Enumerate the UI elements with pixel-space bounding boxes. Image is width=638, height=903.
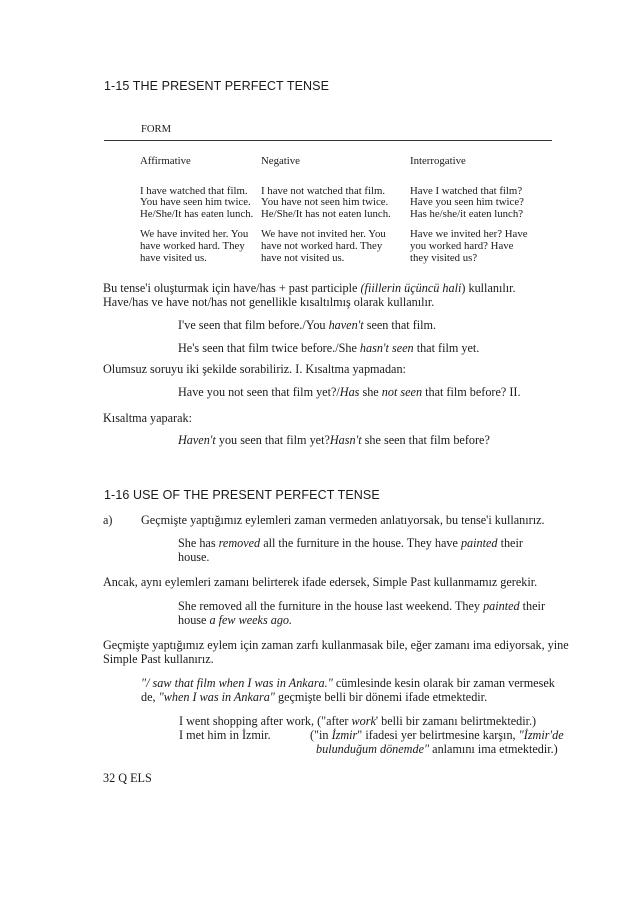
form-example: have not visited us. <box>261 251 345 264</box>
form-divider <box>104 140 552 141</box>
form-example: You have not seen him twice. <box>261 196 389 209</box>
column-title: Interrogative <box>410 155 466 167</box>
item-a-text: Geçmişte yaptığımız eylemleri zaman vermeden anlatıyorsak, bu tense'i kullanırız. <box>141 513 545 527</box>
form-example: have visited us. <box>140 251 207 264</box>
page-number: 32 Q ELS <box>103 771 152 785</box>
section-heading-present-perfect: 1-15 THE PRESENT PERFECT TENSE <box>104 79 330 93</box>
example-sentence: Have you not seen that film yet?/Has she not seen that film before? II. <box>178 385 521 399</box>
example-explanation-continuation: bulunduğum dönemde" anlamını ima etmektedir.) <box>316 742 558 756</box>
example-sentence: I've seen that film before./You haven't seen that film. <box>178 318 437 332</box>
form-example: they visited us? <box>410 251 478 264</box>
form-example: He/She/It has not eaten lunch. <box>261 207 391 220</box>
form-example: you worked hard? Have <box>410 239 514 252</box>
example-explanation: ("in İzmir" ifadesi yer belirtmesine karşın, "İzmir'de <box>310 728 564 742</box>
form-example: I have watched that film. <box>140 184 248 197</box>
form-example: He/She/It has eaten lunch. <box>140 207 254 220</box>
column-title: Negative <box>261 155 300 167</box>
intro-line-1: Bu tense'i oluşturmak için have/has + past participle (fiillerin üçüncü hali) kullanılır. <box>103 281 516 295</box>
example-sentence: He's seen that film twice before./She hasn't seen that film yet. <box>178 341 480 355</box>
ancak-line: Ancak, aynı eylemleri zamanı belirterek ifade edersek, Simple Past kullanmamız gerekir. <box>103 575 538 589</box>
form-example: We have invited her. You <box>140 228 249 241</box>
column-negative <box>261 156 391 264</box>
form-example: You have seen him twice. <box>140 196 251 209</box>
form-example: Have I watched that film? <box>410 184 523 197</box>
quote-line-2: de, "when I was in Ankara" geçmişte belli bir dönemi ifade etmektedir. <box>141 690 488 704</box>
example-sentence: I went shopping after work, ("after work' belli bir zamanı belirtmektedir.) <box>179 714 537 728</box>
section-heading-use-present-perfect: 1-16 USE OF THE PRESENT PERFECT TENSE <box>104 488 380 502</box>
form-example: have not worked hard. They <box>261 239 383 252</box>
form-example: Has he/she/it eaten lunch? <box>410 207 524 220</box>
form-example: Have we invited her? Have <box>410 228 528 241</box>
example-sentence-continuation: house a few weeks ago. <box>178 613 293 627</box>
form-label: FORM <box>141 124 172 135</box>
column-interrogative <box>410 156 528 264</box>
example-sentence: I met him in İzmir. <box>179 728 271 742</box>
past-implied-line-1: Geçmişte yaptığımız eylem için zaman zarfı kullanmasak bile, eğer zamanı ima ediyorsak, yine <box>103 638 569 652</box>
item-a-label: a) <box>103 513 113 527</box>
example-sentence: She removed all the furniture in the house last weekend. They painted their <box>178 599 546 613</box>
form-example: have worked hard. They <box>140 239 245 252</box>
form-example: We have not invited her. You <box>261 228 386 241</box>
example-sentence-continuation: house. <box>178 550 210 564</box>
negative-question-line: Olumsuz soruyu iki şekilde sorabiliriz. I. Kısaltma yapmadan: <box>103 362 406 376</box>
abbreviation-line: Kısaltma yaparak: <box>103 411 193 425</box>
column-title: Affirmative <box>140 155 191 167</box>
example-sentence: She has removed all the furniture in the house. They have painted their <box>178 536 523 550</box>
example-sentence: Haven't you seen that film yet?Hasn't she seen that film before? <box>178 433 490 447</box>
column-affirmative <box>140 156 253 264</box>
form-example: I have not watched that film. <box>261 184 386 197</box>
intro-line-2: Have/has ve have not/has not genellikle kısaltılmış olarak kullanılır. <box>103 295 435 309</box>
past-implied-line-2: Simple Past kullanırız. <box>103 652 214 666</box>
form-example: Have you seen him twice? <box>410 196 524 209</box>
quote-line-1: "/ saw that film when I was in Ankara." cümlesinde kesin olarak bir zaman vermesek <box>141 676 555 690</box>
